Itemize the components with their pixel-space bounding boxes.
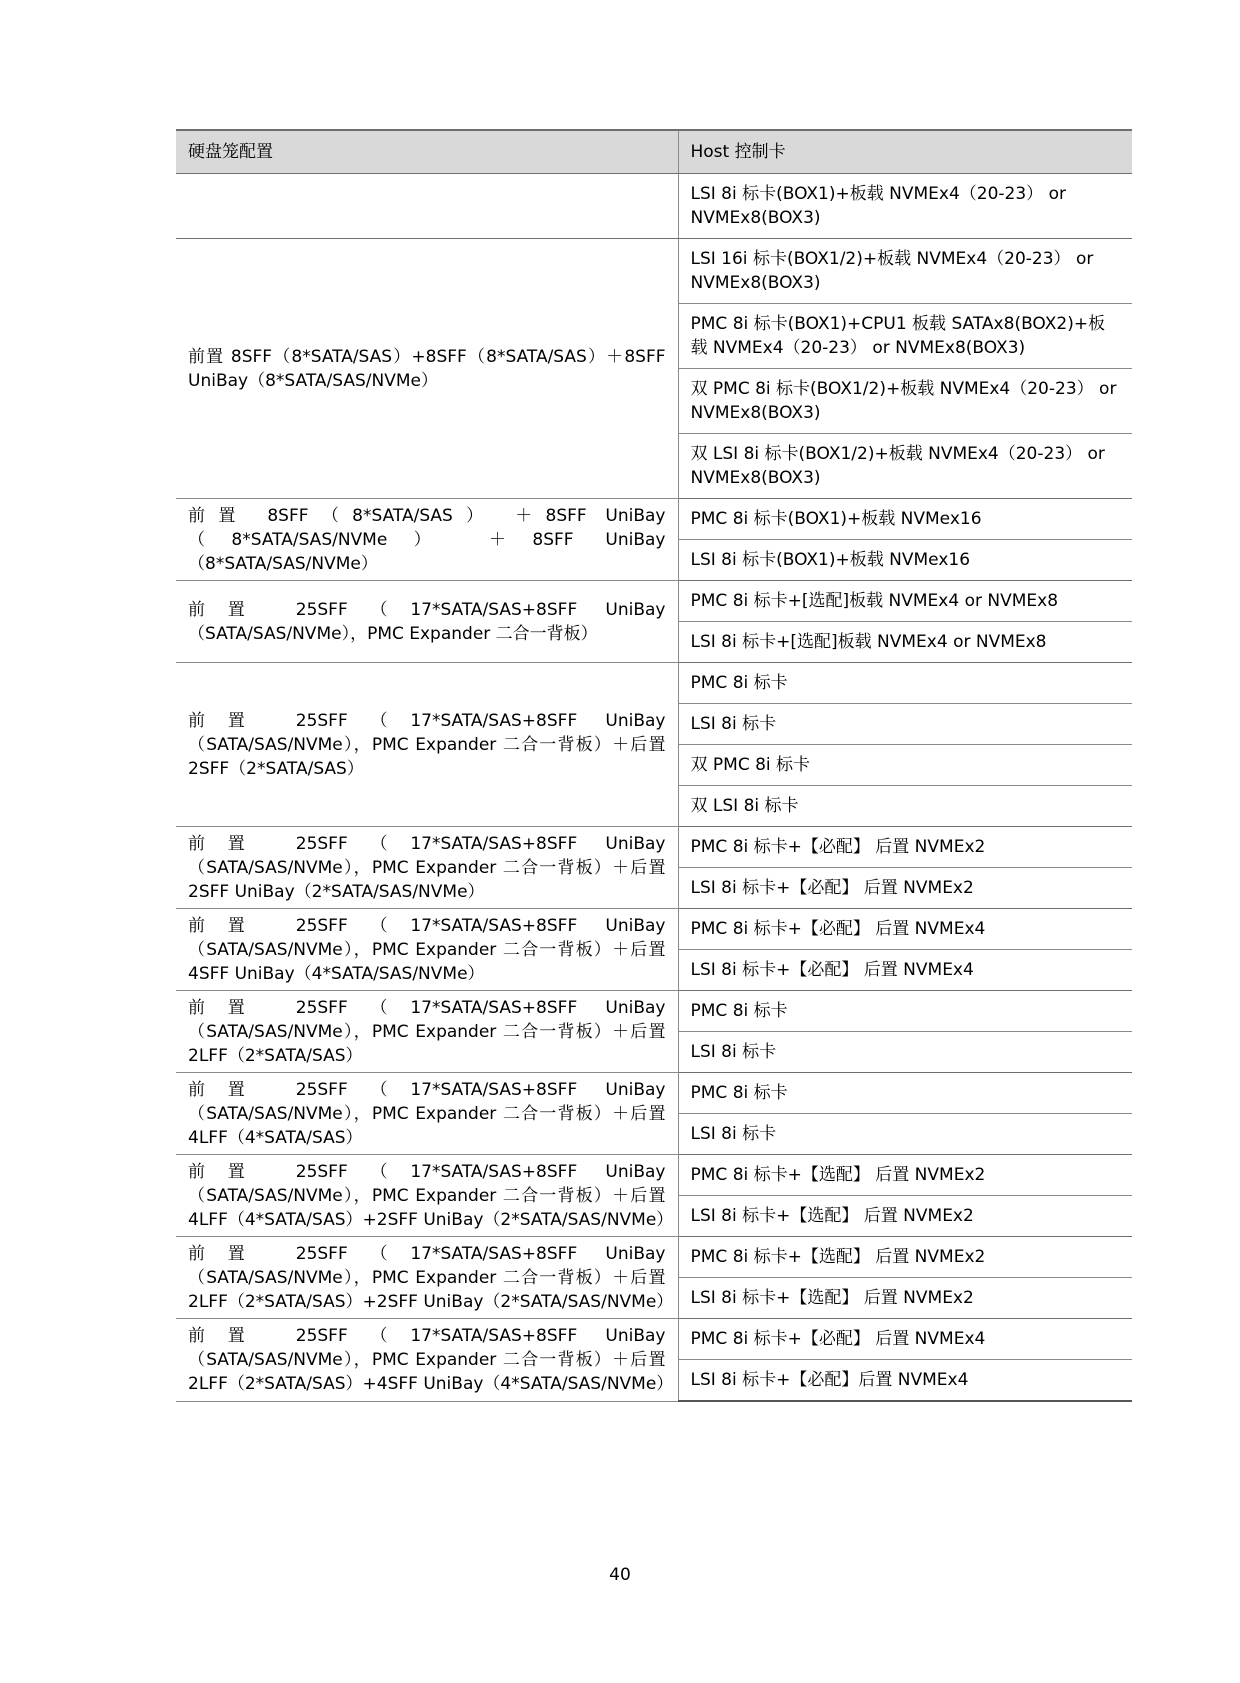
host-card-cell: LSI 8i 标卡+[选配]板载 NVMEx4 or NVMEx8 <box>678 622 1132 663</box>
drive-cage-config-cell: 前置 25SFF（17*SATA/SAS+8SFF UniBay（SATA/SAS/NVMe），PMC Expander 二合一背板）＋后置 4LFF（4*SATA/SAS） <box>176 1073 678 1155</box>
host-card-cell: LSI 8i 标卡(BOX1)+板载 NVMex16 <box>678 540 1132 581</box>
drive-cage-config-cell: 前置 25SFF（17*SATA/SAS+8SFF UniBay（SATA/SAS/NVMe），PMC Expander 二合一背板）＋后置 4SFF UniBay（4*SATA/SAS/NVMe） <box>176 909 678 991</box>
host-card-cell: PMC 8i 标卡+【选配】 后置 NVMEx2 <box>678 1237 1132 1278</box>
host-card-cell: LSI 8i 标卡(BOX1)+板载 NVMEx4（20-23） or NVMEx8(BOX3) <box>678 174 1132 239</box>
host-card-cell: PMC 8i 标卡 <box>678 1073 1132 1114</box>
column-header-config: 硬盘笼配置 <box>176 130 678 174</box>
table-header-row <box>176 130 1132 174</box>
host-card-cell: LSI 8i 标卡+【必配】 后置 NVMEx2 <box>678 868 1132 909</box>
host-card-cell: PMC 8i 标卡 <box>678 663 1132 704</box>
host-card-cell: PMC 8i 标卡+【必配】 后置 NVMEx4 <box>678 909 1132 950</box>
table-row <box>176 239 1132 304</box>
drive-cage-config-cell: 前置 25SFF（17*SATA/SAS+8SFF UniBay（SATA/SAS/NVMe），PMC Expander 二合一背板）＋后置 2LFF（2*SATA/SAS）+4SFF UniBay（4*SATA/SAS/NVMe） <box>176 1319 678 1402</box>
host-card-cell: 双 PMC 8i 标卡 <box>678 745 1132 786</box>
table-row <box>176 827 1132 868</box>
table-row <box>176 1319 1132 1360</box>
host-card-cell: PMC 8i 标卡+【选配】 后置 NVMEx2 <box>678 1155 1132 1196</box>
host-card-cell: LSI 8i 标卡 <box>678 1114 1132 1155</box>
host-card-cell: PMC 8i 标卡(BOX1)+CPU1 板载 SATAx8(BOX2)+板载 NVMEx4（20-23） or NVMEx8(BOX3) <box>678 304 1132 369</box>
drive-cage-config-cell: 前置 8SFF（8*SATA/SAS） ＋8SFF UniBay（8*SATA/SAS/NVMe） ＋8SFF UniBay（8*SATA/SAS/NVMe） <box>176 499 678 581</box>
drive-cage-config-cell: 前置 25SFF（17*SATA/SAS+8SFF UniBay（SATA/SAS/NVMe），PMC Expander 二合一背板）＋后置 4LFF（4*SATA/SAS）+2SFF UniBay（2*SATA/SAS/NVMe） <box>176 1155 678 1237</box>
drive-cage-config-cell: 前置 25SFF（17*SATA/SAS+8SFF UniBay（SATA/SAS/NVMe），PMC Expander 二合一背板）＋后置 2LFF（2*SATA/SAS）+2SFF UniBay（2*SATA/SAS/NVMe） <box>176 1237 678 1319</box>
table-row <box>176 991 1132 1032</box>
table-row <box>176 1073 1132 1114</box>
host-card-cell: 双 PMC 8i 标卡(BOX1/2)+板载 NVMEx4（20-23） or NVMEx8(BOX3) <box>678 369 1132 434</box>
host-card-cell: LSI 8i 标卡+【必配】 后置 NVMEx4 <box>678 950 1132 991</box>
table-row <box>176 174 1132 239</box>
host-card-cell: PMC 8i 标卡+【必配】 后置 NVMEx2 <box>678 827 1132 868</box>
host-card-cell: PMC 8i 标卡 <box>678 991 1132 1032</box>
host-card-cell: PMC 8i 标卡+【必配】 后置 NVMEx4 <box>678 1319 1132 1360</box>
column-header-host-card: Host 控制卡 <box>678 130 1132 174</box>
host-card-cell: LSI 8i 标卡+【必配】后置 NVMEx4 <box>678 1360 1132 1402</box>
host-card-cell: LSI 8i 标卡 <box>678 1032 1132 1073</box>
config-table <box>176 129 1132 1402</box>
table-body <box>176 174 1132 1402</box>
drive-cage-config-cell: 前置 8SFF（8*SATA/SAS）+8SFF（8*SATA/SAS）＋8SFF UniBay（8*SATA/SAS/NVMe） <box>176 239 678 499</box>
drive-cage-config-cell: 前置 25SFF（17*SATA/SAS+8SFF UniBay（SATA/SAS/NVMe），PMC Expander 二合一背板）＋后置 2SFF UniBay（2*SATA/SAS/NVMe） <box>176 827 678 909</box>
page-number: 40 <box>609 1565 631 1585</box>
drive-cage-config-cell <box>176 174 678 239</box>
host-card-cell: LSI 8i 标卡+【选配】 后置 NVMEx2 <box>678 1196 1132 1237</box>
host-card-cell: LSI 8i 标卡 <box>678 704 1132 745</box>
host-card-cell: 双 LSI 8i 标卡 <box>678 786 1132 827</box>
drive-cage-config-cell: 前置 25SFF（17*SATA/SAS+8SFF UniBay（SATA/SAS/NVMe），PMC Expander 二合一背板） <box>176 581 678 663</box>
host-card-cell: PMC 8i 标卡(BOX1)+板载 NVMex16 <box>678 499 1132 540</box>
host-card-cell: LSI 8i 标卡+【选配】 后置 NVMEx2 <box>678 1278 1132 1319</box>
table-row <box>176 581 1132 622</box>
host-card-cell: 双 LSI 8i 标卡(BOX1/2)+板载 NVMEx4（20-23） or NVMEx8(BOX3) <box>678 434 1132 499</box>
table-row <box>176 1155 1132 1196</box>
host-card-cell: LSI 16i 标卡(BOX1/2)+板载 NVMEx4（20-23） or NVMEx8(BOX3) <box>678 239 1132 304</box>
table-row <box>176 909 1132 950</box>
host-card-cell: PMC 8i 标卡+[选配]板载 NVMEx4 or NVMEx8 <box>678 581 1132 622</box>
drive-cage-config-cell: 前置 25SFF（17*SATA/SAS+8SFF UniBay（SATA/SAS/NVMe），PMC Expander 二合一背板）＋后置 2SFF（2*SATA/SAS） <box>176 663 678 827</box>
drive-cage-config-cell: 前置 25SFF（17*SATA/SAS+8SFF UniBay（SATA/SAS/NVMe），PMC Expander 二合一背板）＋后置 2LFF（2*SATA/SAS） <box>176 991 678 1073</box>
table-row <box>176 1237 1132 1278</box>
table-row <box>176 499 1132 540</box>
table-row <box>176 663 1132 704</box>
